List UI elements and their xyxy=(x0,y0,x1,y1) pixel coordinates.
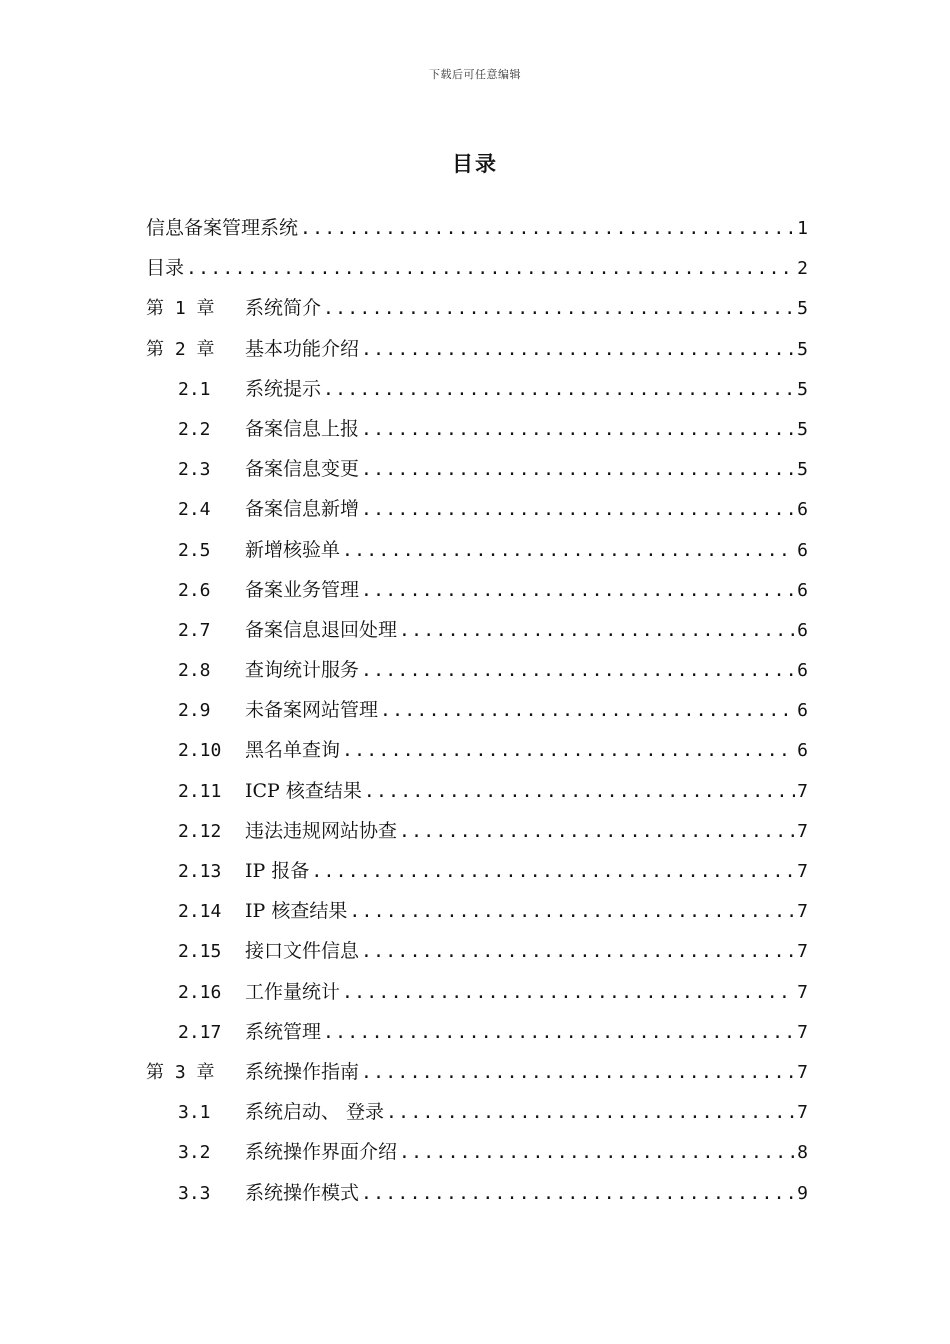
toc-entry[interactable] xyxy=(146,771,808,811)
toc-entry-page: 7 xyxy=(797,941,808,963)
toc-entry[interactable] xyxy=(146,530,808,570)
toc-entry-label: 系统管理 xyxy=(245,1020,322,1043)
toc-entry-label: ICP 核查结果 xyxy=(245,779,362,802)
toc-entry-page: 7 xyxy=(797,981,808,1003)
toc-entry-label: IP 报备 xyxy=(245,860,310,882)
toc-entry[interactable] xyxy=(146,690,808,730)
toc-entry-label: 查询统计服务 xyxy=(245,659,360,682)
toc-entry-page: 6 xyxy=(797,579,808,601)
toc-entry-label: 备案信息上报 xyxy=(245,417,360,440)
toc-entry[interactable] xyxy=(146,248,808,288)
toc-entry-label: 黑名单查询 xyxy=(245,739,341,762)
toc-entry[interactable] xyxy=(146,811,808,851)
toc-entry-number: 第 1 章 xyxy=(146,298,215,320)
toc-leader-dots xyxy=(361,410,795,449)
toc-entry-number: 第 2 章 xyxy=(146,338,215,360)
toc-entry-label: 备案业务管理 xyxy=(245,578,360,601)
toc-entry-page: 5 xyxy=(797,459,808,481)
toc-entry[interactable] xyxy=(146,1173,808,1213)
toc-entry-number: 2.16 xyxy=(178,981,222,1003)
toc-entry-number: 2.2 xyxy=(178,418,211,440)
toc-leader-dots xyxy=(300,209,795,248)
toc-leader-dots xyxy=(342,973,795,1012)
toc-entry[interactable] xyxy=(146,972,808,1012)
toc-leader-dots xyxy=(386,1093,795,1132)
toc-entry[interactable] xyxy=(146,208,808,248)
toc-leader-dots xyxy=(361,330,795,369)
toc-entry[interactable] xyxy=(146,1052,808,1092)
toc-entry-number: 3.2 xyxy=(178,1142,211,1164)
toc-entry-number: 2.13 xyxy=(178,861,222,882)
toc-leader-dots xyxy=(361,450,795,489)
toc-entry-number: 3.3 xyxy=(178,1182,211,1204)
toc-leader-dots xyxy=(361,571,795,610)
toc-entry-number: 2.10 xyxy=(178,740,222,762)
toc-entry-label: 备案信息新增 xyxy=(245,498,360,521)
toc-entry-page: 2 xyxy=(797,258,808,280)
toc-entry-label: 基本功能介绍 xyxy=(245,337,360,360)
toc-entry-number: 2.14 xyxy=(178,901,222,923)
toc-entry-page: 5 xyxy=(797,298,808,320)
toc-entry-label: 未备案网站管理 xyxy=(245,699,379,722)
toc-entry-page: 6 xyxy=(797,619,808,641)
toc-entry-label: 系统启动、 登录 xyxy=(245,1101,385,1124)
toc-entry[interactable] xyxy=(146,1092,808,1132)
toc-entry-label: 备案信息退回处理 xyxy=(245,618,398,641)
toc-leader-dots xyxy=(361,932,795,971)
toc-leader-dots xyxy=(399,1133,795,1172)
toc-entry[interactable] xyxy=(146,891,808,931)
toc-leader-dots xyxy=(380,691,795,730)
toc-entry-label: 系统操作指南 xyxy=(245,1060,360,1083)
toc-entry-page: 9 xyxy=(797,1182,808,1204)
toc-leader-dots xyxy=(342,531,795,570)
toc-leader-dots xyxy=(186,249,795,288)
toc-entry[interactable] xyxy=(146,730,808,770)
toc-entry-page: 5 xyxy=(797,338,808,360)
toc-entry-label: 系统简介 xyxy=(245,297,322,320)
toc-entry-number: 第 3 章 xyxy=(146,1061,215,1083)
toc-entry-label: IP 核查结果 xyxy=(245,900,348,923)
toc-entry-page: 5 xyxy=(797,418,808,440)
toc-entry-label: 违法违规网站协查 xyxy=(245,819,398,842)
toc-entry-page: 8 xyxy=(797,1142,808,1164)
toc-entry-page: 7 xyxy=(797,1061,808,1083)
toc-entry-page: 6 xyxy=(797,499,808,521)
toc-entry[interactable] xyxy=(146,1132,808,1172)
toc-leader-dots xyxy=(361,651,795,690)
toc-entry-page: 7 xyxy=(797,780,808,802)
toc-entry-label: 系统操作模式 xyxy=(245,1181,360,1204)
toc-entry-label: 工作量统计 xyxy=(245,980,341,1003)
toc-entry-number: 2.1 xyxy=(178,378,211,400)
toc-entry[interactable] xyxy=(146,650,808,690)
toc-entry-number: 2.6 xyxy=(178,579,211,601)
toc-leader-dots xyxy=(323,1013,795,1052)
toc-leader-dots xyxy=(349,892,795,931)
toc-leader-dots xyxy=(323,370,795,409)
toc-entry-label: 目录 xyxy=(146,257,185,280)
toc-entry-number: 2.4 xyxy=(178,499,211,521)
toc-leader-dots xyxy=(361,1174,795,1213)
toc-entry[interactable] xyxy=(146,851,808,891)
toc-entry[interactable] xyxy=(146,369,808,409)
toc-entry-number: 2.15 xyxy=(178,941,222,963)
toc-entry-page: 7 xyxy=(797,861,808,882)
toc-entry-page: 6 xyxy=(797,660,808,682)
toc-entry-number: 2.3 xyxy=(178,459,211,481)
toc-entry[interactable] xyxy=(146,449,808,489)
toc-entry-label: 备案信息变更 xyxy=(245,458,360,481)
table-of-contents xyxy=(146,208,808,1213)
toc-leader-dots xyxy=(311,852,795,891)
toc-entry-number: 2.12 xyxy=(178,820,222,842)
toc-entry[interactable] xyxy=(146,570,808,610)
toc-entry-page: 6 xyxy=(797,700,808,722)
toc-entry-number: 2.8 xyxy=(178,660,211,682)
toc-leader-dots xyxy=(342,731,795,770)
toc-entry-label: 系统提示 xyxy=(245,377,322,400)
toc-entry[interactable] xyxy=(146,610,808,650)
toc-entry-page: 7 xyxy=(797,820,808,842)
toc-entry-number: 2.17 xyxy=(178,1021,222,1043)
toc-entry-number: 2.9 xyxy=(178,700,211,722)
toc-entry-page: 1 xyxy=(797,218,808,239)
toc-entry-label: 信息备案管理系统 xyxy=(146,217,299,239)
toc-entry-page: 6 xyxy=(797,539,808,561)
toc-leader-dots xyxy=(399,812,795,851)
toc-entry-label: 新增核验单 xyxy=(245,538,341,561)
toc-entry-page: 7 xyxy=(797,901,808,923)
toc-entry-label: 系统操作界面介绍 xyxy=(245,1141,398,1164)
toc-entry-number: 3.1 xyxy=(178,1102,211,1124)
toc-title: 目录 xyxy=(452,151,498,176)
toc-entry[interactable] xyxy=(146,409,808,449)
toc-entry[interactable] xyxy=(146,288,808,328)
toc-entry-page: 6 xyxy=(797,740,808,762)
toc-entry-label: 接口文件信息 xyxy=(245,940,360,963)
toc-entry[interactable] xyxy=(146,931,808,971)
toc-entry-page: 7 xyxy=(797,1021,808,1043)
toc-entry-number: 2.5 xyxy=(178,539,211,561)
toc-leader-dots xyxy=(364,772,795,811)
toc-entry-page: 7 xyxy=(797,1102,808,1124)
toc-entry[interactable] xyxy=(146,329,808,369)
toc-leader-dots xyxy=(323,289,795,328)
toc-entry-number: 2.11 xyxy=(178,780,222,802)
toc-leader-dots xyxy=(361,490,795,529)
toc-entry-page: 5 xyxy=(797,378,808,400)
toc-entry[interactable] xyxy=(146,1012,808,1052)
toc-entry[interactable] xyxy=(146,489,808,529)
header-note: 下载后可任意编辑 xyxy=(429,68,521,81)
toc-entry-number: 2.7 xyxy=(178,619,211,641)
toc-leader-dots xyxy=(361,1053,795,1092)
toc-leader-dots xyxy=(399,611,795,650)
